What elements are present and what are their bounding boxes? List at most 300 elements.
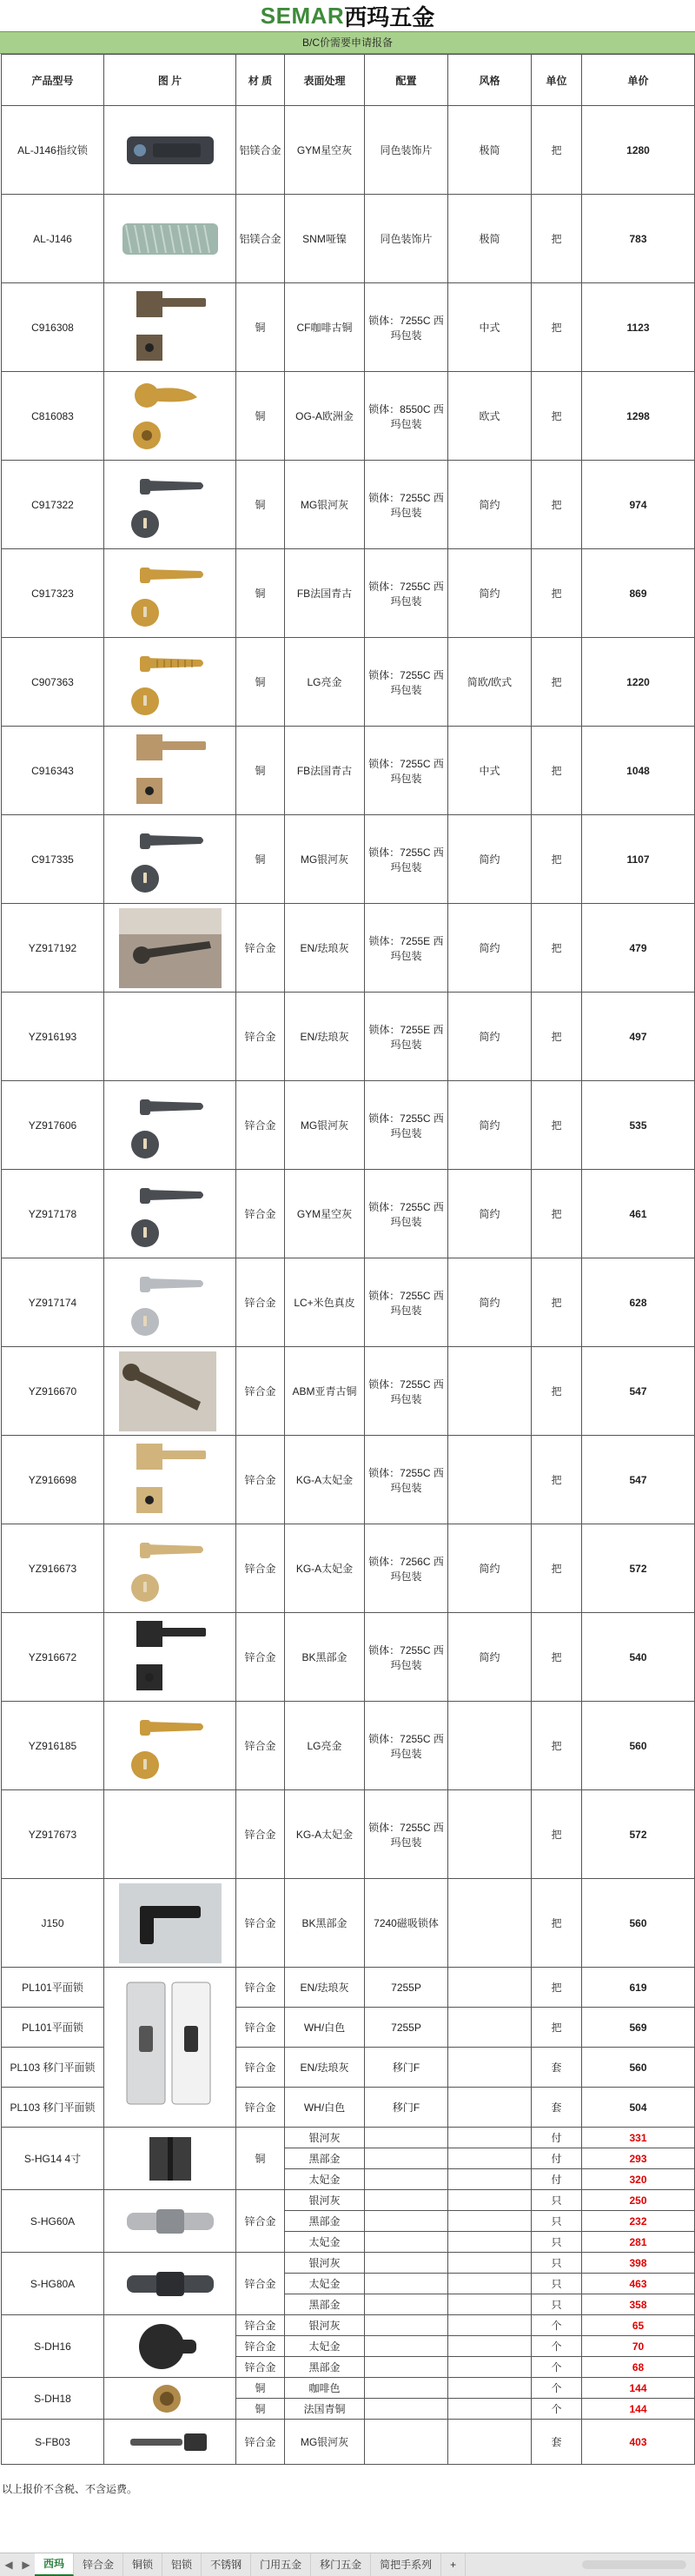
cell-style xyxy=(448,2378,532,2399)
cell-picture xyxy=(104,1258,236,1347)
cell-model: AL-J146指纹锁 xyxy=(2,106,104,195)
table-row xyxy=(2,1347,695,1436)
cell-price: 497 xyxy=(582,993,695,1081)
cell-style xyxy=(448,2128,532,2148)
cell-price: 572 xyxy=(582,1790,695,1879)
cell-style xyxy=(448,2336,532,2357)
cell-config: 7255P xyxy=(365,1968,448,2008)
table-row xyxy=(2,106,695,195)
cell-config xyxy=(365,2211,448,2232)
cell-config: 锁体：7255C 西玛包装 xyxy=(365,1613,448,1702)
table-row xyxy=(2,1879,695,1968)
product-image xyxy=(114,109,227,192)
cell-unit: 把 xyxy=(532,195,582,283)
cell-material: 锌合金 xyxy=(236,2088,285,2128)
cell-picture xyxy=(104,1347,236,1436)
cell-config: 锁体：7255C 西玛包装 xyxy=(365,283,448,372)
product-image xyxy=(114,463,227,547)
cell-price: 144 xyxy=(582,2378,695,2399)
table-row xyxy=(2,2420,695,2465)
cell-price: 70 xyxy=(582,2336,695,2357)
cell-finish: 黑部金 xyxy=(285,2294,365,2315)
brand-title xyxy=(0,0,695,31)
cell-unit: 把 xyxy=(532,638,582,727)
cell-material: 锌合金 xyxy=(236,1879,285,1968)
cell-picture xyxy=(104,1436,236,1524)
cell-finish: EN/珐琅灰 xyxy=(285,1968,365,2008)
product-image xyxy=(114,286,227,369)
product-image xyxy=(114,375,227,458)
price-table xyxy=(1,54,695,2465)
cell-style: 简约 xyxy=(448,815,532,904)
cell-finish: 咖啡色 xyxy=(285,2378,365,2399)
product-image xyxy=(114,1084,227,1167)
cell-model: YZ916193 xyxy=(2,993,104,1081)
product-image xyxy=(118,2320,222,2374)
cell-unit: 把 xyxy=(532,1170,582,1258)
cell-material: 铜 xyxy=(236,815,285,904)
cell-material: 锌合金 xyxy=(236,2357,285,2378)
product-image xyxy=(114,1350,227,1433)
cell-model: C917335 xyxy=(2,815,104,904)
cell-picture xyxy=(104,549,236,638)
cell-material: 铜 xyxy=(236,461,285,549)
cell-style xyxy=(448,2088,532,2128)
product-image xyxy=(118,1974,222,2121)
cell-picture xyxy=(104,372,236,461)
sheet-tab[interactable]: 简把手系列 xyxy=(371,2553,441,2576)
cell-style: 简约 xyxy=(448,461,532,549)
cell-finish: FB法国青古 xyxy=(285,549,365,638)
cell-material: 锌合金 xyxy=(236,1968,285,2008)
cell-material: 铜 xyxy=(236,638,285,727)
cell-config: 锁体：7255E 西玛包装 xyxy=(365,904,448,993)
cell-style: 简约 xyxy=(448,1524,532,1613)
cell-config: 锁体：7255C 西玛包装 xyxy=(365,1436,448,1524)
cell-config: 锁体：7255C 西玛包装 xyxy=(365,1790,448,1879)
sheet-tab[interactable]: 铝锁 xyxy=(162,2553,202,2576)
cell-price: 479 xyxy=(582,904,695,993)
cell-material: 锌合金 xyxy=(236,1613,285,1702)
table-row xyxy=(2,1436,695,1524)
cell-model: C907363 xyxy=(2,638,104,727)
cell-picture xyxy=(104,1702,236,1790)
cell-unit: 个 xyxy=(532,2357,582,2378)
cell-price: 560 xyxy=(582,1702,695,1790)
cell-material: 锌合金 xyxy=(236,1524,285,1613)
table-row xyxy=(2,195,695,283)
cell-model: YZ916672 xyxy=(2,1613,104,1702)
cell-price: 547 xyxy=(582,1347,695,1436)
cell-price: 560 xyxy=(582,1879,695,1968)
cell-price: 619 xyxy=(582,1968,695,2008)
cell-picture xyxy=(104,993,236,1081)
cell-config: 锁体：7255C 西玛包装 xyxy=(365,549,448,638)
cell-price: 1107 xyxy=(582,815,695,904)
subtitle-banner: B/C价需要申请报备 xyxy=(0,31,695,54)
cell-finish: FB法国青古 xyxy=(285,727,365,815)
cell-unit: 套 xyxy=(532,2088,582,2128)
add-sheet-button[interactable]: + xyxy=(441,2553,466,2576)
cell-finish: LG亮金 xyxy=(285,638,365,727)
cell-finish: BK黑部金 xyxy=(285,1613,365,1702)
cell-material: 铜 xyxy=(236,283,285,372)
cell-finish: 太妃金 xyxy=(285,2169,365,2190)
cell-style: 简约 xyxy=(448,1170,532,1258)
horizontal-scrollbar[interactable] xyxy=(582,2560,686,2569)
cell-material: 锌合金 xyxy=(236,2315,285,2336)
cell-price: 398 xyxy=(582,2253,695,2274)
cell-picture xyxy=(104,2128,236,2190)
table-row xyxy=(2,1524,695,1613)
cell-model: YZ917673 xyxy=(2,1790,104,1879)
cell-config xyxy=(365,2357,448,2378)
cell-price: 540 xyxy=(582,1613,695,1702)
cell-style: 简约 xyxy=(448,993,532,1081)
product-image xyxy=(114,906,227,990)
cell-price: 68 xyxy=(582,2357,695,2378)
next-sheet-icon[interactable]: ▶ xyxy=(22,2559,30,2571)
cell-config: 锁体：7255C 西玛包装 xyxy=(365,815,448,904)
table-row xyxy=(2,1081,695,1170)
sheet-tab[interactable]: 不锈钢 xyxy=(202,2553,251,2576)
cell-finish: EN/珐琅灰 xyxy=(285,904,365,993)
cell-model: J150 xyxy=(2,1879,104,1968)
cell-unit: 把 xyxy=(532,549,582,638)
cell-config: 同色装饰片 xyxy=(365,106,448,195)
cell-price: 144 xyxy=(582,2399,695,2420)
table-row xyxy=(2,2253,695,2274)
cell-config: 移门F xyxy=(365,2048,448,2088)
cell-finish: LG亮金 xyxy=(285,1702,365,1790)
cell-config: 锁体：7255C 西玛包装 xyxy=(365,727,448,815)
cell-material: 铝镁合金 xyxy=(236,195,285,283)
cell-config: 锁体：7255C 西玛包装 xyxy=(365,1170,448,1258)
product-image xyxy=(114,1882,227,1965)
table-row xyxy=(2,904,695,993)
cell-model: YZ917606 xyxy=(2,1081,104,1170)
cell-material: 锌合金 xyxy=(236,1436,285,1524)
product-image xyxy=(118,2132,222,2186)
table-row xyxy=(2,1258,695,1347)
cell-model: S-DH16 xyxy=(2,2315,104,2378)
cell-style xyxy=(448,2232,532,2253)
cell-unit: 个 xyxy=(532,2315,582,2336)
product-image xyxy=(114,818,227,901)
col-price: 单价 xyxy=(582,55,695,106)
cell-config: 锁体：7255C 西玛包装 xyxy=(365,461,448,549)
cell-picture xyxy=(104,461,236,549)
cell-price: 1123 xyxy=(582,283,695,372)
cell-unit: 把 xyxy=(532,1702,582,1790)
cell-style xyxy=(448,2169,532,2190)
sheet-tab[interactable]: 门用五金 xyxy=(251,2553,311,2576)
table-row xyxy=(2,727,695,815)
cell-config: 锁体：7255C 西玛包装 xyxy=(365,1258,448,1347)
cell-unit: 把 xyxy=(532,993,582,1081)
cell-unit: 把 xyxy=(532,1968,582,2008)
sheet-tab[interactable]: 西玛 xyxy=(35,2553,74,2576)
sheet-tab[interactable]: 移门五金 xyxy=(311,2553,371,2576)
product-image xyxy=(114,729,227,813)
cell-unit: 只 xyxy=(532,2274,582,2294)
cell-unit: 把 xyxy=(532,283,582,372)
cell-material: 锌合金 xyxy=(236,2008,285,2048)
cell-finish: 太妃金 xyxy=(285,2232,365,2253)
product-image xyxy=(114,1172,227,1256)
cell-model: PL101平面锁 xyxy=(2,2008,104,2048)
cell-finish: OG-A欧洲金 xyxy=(285,372,365,461)
cell-config: 移门F xyxy=(365,2088,448,2128)
cell-model: YZ917178 xyxy=(2,1170,104,1258)
cell-model: S-DH18 xyxy=(2,2378,104,2420)
cell-finish: 法国青铜 xyxy=(285,2399,365,2420)
cell-style xyxy=(448,1790,532,1879)
cell-config: 7240磁吸锁体 xyxy=(365,1879,448,1968)
cell-picture xyxy=(104,2420,236,2465)
cell-style: 简约 xyxy=(448,1258,532,1347)
cell-model: S-FB03 xyxy=(2,2420,104,2465)
cell-material: 铜 xyxy=(236,727,285,815)
cell-config xyxy=(365,2128,448,2148)
cell-finish: 太妃金 xyxy=(285,2274,365,2294)
cell-picture xyxy=(104,2315,236,2378)
cell-picture xyxy=(104,1170,236,1258)
cell-material: 锌合金 xyxy=(236,993,285,1081)
cell-model: YZ916673 xyxy=(2,1524,104,1613)
cell-style xyxy=(448,2253,532,2274)
cell-style xyxy=(448,2357,532,2378)
table-row xyxy=(2,1790,695,1879)
cell-unit: 把 xyxy=(532,1436,582,1524)
cell-price: 974 xyxy=(582,461,695,549)
cell-style xyxy=(448,2399,532,2420)
cell-finish: BK黑部金 xyxy=(285,1879,365,1968)
cell-style xyxy=(448,2008,532,2048)
col-material: 材 质 xyxy=(236,55,285,106)
cell-picture xyxy=(104,2253,236,2315)
cell-unit: 只 xyxy=(532,2211,582,2232)
cell-finish: MG银河灰 xyxy=(285,815,365,904)
cell-style: 简约 xyxy=(448,904,532,993)
cell-config xyxy=(365,2378,448,2399)
cell-material: 锌合金 xyxy=(236,1081,285,1170)
product-image xyxy=(118,2194,222,2248)
cell-material: 铜 xyxy=(236,2378,285,2399)
cell-price: 232 xyxy=(582,2211,695,2232)
cell-unit: 个 xyxy=(532,2336,582,2357)
cell-config xyxy=(365,2420,448,2465)
cell-config xyxy=(365,2148,448,2169)
cell-unit: 把 xyxy=(532,1081,582,1170)
cell-picture xyxy=(104,1879,236,1968)
cell-price: 281 xyxy=(582,2232,695,2253)
cell-finish: SNM哑镍 xyxy=(285,195,365,283)
table-row xyxy=(2,993,695,1081)
cell-finish: 太妃金 xyxy=(285,2336,365,2357)
cell-config: 锁体：7255E 西玛包装 xyxy=(365,993,448,1081)
cell-price: 463 xyxy=(582,2274,695,2294)
cell-config: 锁体：7255C 西玛包装 xyxy=(365,1702,448,1790)
cell-material: 铝镁合金 xyxy=(236,106,285,195)
cell-unit: 把 xyxy=(532,1879,582,1968)
cell-price: 65 xyxy=(582,2315,695,2336)
cell-finish: GYM星空灰 xyxy=(285,106,365,195)
sheet-tabs xyxy=(35,2553,466,2576)
cell-unit: 付 xyxy=(532,2128,582,2148)
cell-finish: 黑部金 xyxy=(285,2148,365,2169)
cell-price: 461 xyxy=(582,1170,695,1258)
cell-price: 1048 xyxy=(582,727,695,815)
product-image xyxy=(118,2381,222,2416)
cell-unit: 把 xyxy=(532,1613,582,1702)
product-image xyxy=(114,197,227,281)
cell-style xyxy=(448,2190,532,2211)
cell-price: 293 xyxy=(582,2148,695,2169)
cell-unit: 只 xyxy=(532,2253,582,2274)
cell-style: 中式 xyxy=(448,283,532,372)
cell-unit: 套 xyxy=(532,2048,582,2088)
cell-material: 锌合金 xyxy=(236,1790,285,1879)
cell-style xyxy=(448,2420,532,2465)
cell-unit: 把 xyxy=(532,1524,582,1613)
table-row xyxy=(2,638,695,727)
cell-picture xyxy=(104,1968,236,2128)
table-row xyxy=(2,2378,695,2399)
cell-config xyxy=(365,2399,448,2420)
cell-material: 锌合金 xyxy=(236,2253,285,2315)
table-row xyxy=(2,2190,695,2211)
cell-style xyxy=(448,1879,532,1968)
cell-style xyxy=(448,1347,532,1436)
cell-config xyxy=(365,2190,448,2211)
cell-style xyxy=(448,2315,532,2336)
cell-unit: 只 xyxy=(532,2232,582,2253)
cell-price: 358 xyxy=(582,2294,695,2315)
cell-picture xyxy=(104,283,236,372)
cell-model: YZ916670 xyxy=(2,1347,104,1436)
cell-model: AL-J146 xyxy=(2,195,104,283)
brand-cn: 西玛五金 xyxy=(344,3,435,30)
cell-style xyxy=(448,1968,532,2008)
cell-unit: 把 xyxy=(532,815,582,904)
cell-config xyxy=(365,2274,448,2294)
cell-unit: 把 xyxy=(532,1347,582,1436)
prev-sheet-icon[interactable]: ◀ xyxy=(4,2559,13,2571)
cell-unit: 付 xyxy=(532,2169,582,2190)
cell-picture xyxy=(104,1081,236,1170)
cell-material: 锌合金 xyxy=(236,904,285,993)
cell-config: 锁体：7255C 西玛包装 xyxy=(365,638,448,727)
cell-config: 锁体：7255C 西玛包装 xyxy=(365,1081,448,1170)
col-picture: 图 片 xyxy=(104,55,236,106)
cell-material: 锌合金 xyxy=(236,2190,285,2253)
cell-price: 504 xyxy=(582,2088,695,2128)
cell-style: 欧式 xyxy=(448,372,532,461)
cell-finish: GYM星空灰 xyxy=(285,1170,365,1258)
cell-material: 锌合金 xyxy=(236,2336,285,2357)
cell-model: PL101平面锁 xyxy=(2,1968,104,2008)
cell-price: 1220 xyxy=(582,638,695,727)
cell-unit: 把 xyxy=(532,1790,582,1879)
table-row xyxy=(2,1170,695,1258)
sheet-tab[interactable]: 锌合金 xyxy=(74,2553,123,2576)
cell-unit: 把 xyxy=(532,904,582,993)
product-image xyxy=(114,1616,227,1699)
cell-price: 560 xyxy=(582,2048,695,2088)
cell-price: 320 xyxy=(582,2169,695,2190)
cell-finish: 银河灰 xyxy=(285,2190,365,2211)
cell-config xyxy=(365,2315,448,2336)
cell-finish: LC+米色真皮 xyxy=(285,1258,365,1347)
cell-picture xyxy=(104,1790,236,1879)
cell-style xyxy=(448,1702,532,1790)
cell-picture xyxy=(104,195,236,283)
cell-material: 铜 xyxy=(236,2399,285,2420)
product-image xyxy=(114,552,227,635)
cell-finish: MG银河灰 xyxy=(285,1081,365,1170)
sheet-tab[interactable]: 铜锁 xyxy=(123,2553,162,2576)
cell-config xyxy=(365,2294,448,2315)
cell-price: 403 xyxy=(582,2420,695,2465)
col-model: 产品型号 xyxy=(2,55,104,106)
cell-unit: 把 xyxy=(532,727,582,815)
brand-latin: SEMAR xyxy=(260,2,345,29)
cell-material: 锌合金 xyxy=(236,1702,285,1790)
cell-unit: 把 xyxy=(532,372,582,461)
cell-style xyxy=(448,1436,532,1524)
cell-model: S-HG60A xyxy=(2,2190,104,2253)
cell-style: 简约 xyxy=(448,1081,532,1170)
footnote: 以上报价不含税、不含运费。 xyxy=(2,2483,138,2495)
cell-unit: 把 xyxy=(532,2008,582,2048)
cell-picture xyxy=(104,904,236,993)
product-image xyxy=(118,2424,222,2460)
col-style: 风格 xyxy=(448,55,532,106)
cell-config xyxy=(365,2253,448,2274)
cell-material: 锌合金 xyxy=(236,2420,285,2465)
cell-style: 简约 xyxy=(448,549,532,638)
cell-config: 7255P xyxy=(365,2008,448,2048)
cell-finish: 银河灰 xyxy=(285,2253,365,2274)
cell-unit: 个 xyxy=(532,2399,582,2420)
cell-price: 250 xyxy=(582,2190,695,2211)
product-image xyxy=(114,1438,227,1522)
col-config: 配置 xyxy=(365,55,448,106)
cell-finish: MG银河灰 xyxy=(285,461,365,549)
sheet-tab-bar xyxy=(0,2553,695,2576)
cell-material: 铜 xyxy=(236,372,285,461)
cell-unit: 只 xyxy=(532,2190,582,2211)
table-row xyxy=(2,461,695,549)
cell-finish: KG-A太妃金 xyxy=(285,1436,365,1524)
table-row xyxy=(2,1613,695,1702)
cell-model: C816083 xyxy=(2,372,104,461)
cell-finish: KG-A太妃金 xyxy=(285,1790,365,1879)
cell-finish: EN/珐琅灰 xyxy=(285,993,365,1081)
cell-style xyxy=(448,2274,532,2294)
cell-model: S-HG80A xyxy=(2,2253,104,2315)
cell-picture xyxy=(104,727,236,815)
cell-picture xyxy=(104,106,236,195)
cell-finish: 黑部金 xyxy=(285,2357,365,2378)
cell-model: C917322 xyxy=(2,461,104,549)
cell-style xyxy=(448,2294,532,2315)
product-image xyxy=(114,1261,227,1344)
table-row xyxy=(2,815,695,904)
cell-style xyxy=(448,2048,532,2088)
cell-unit: 只 xyxy=(532,2294,582,2315)
